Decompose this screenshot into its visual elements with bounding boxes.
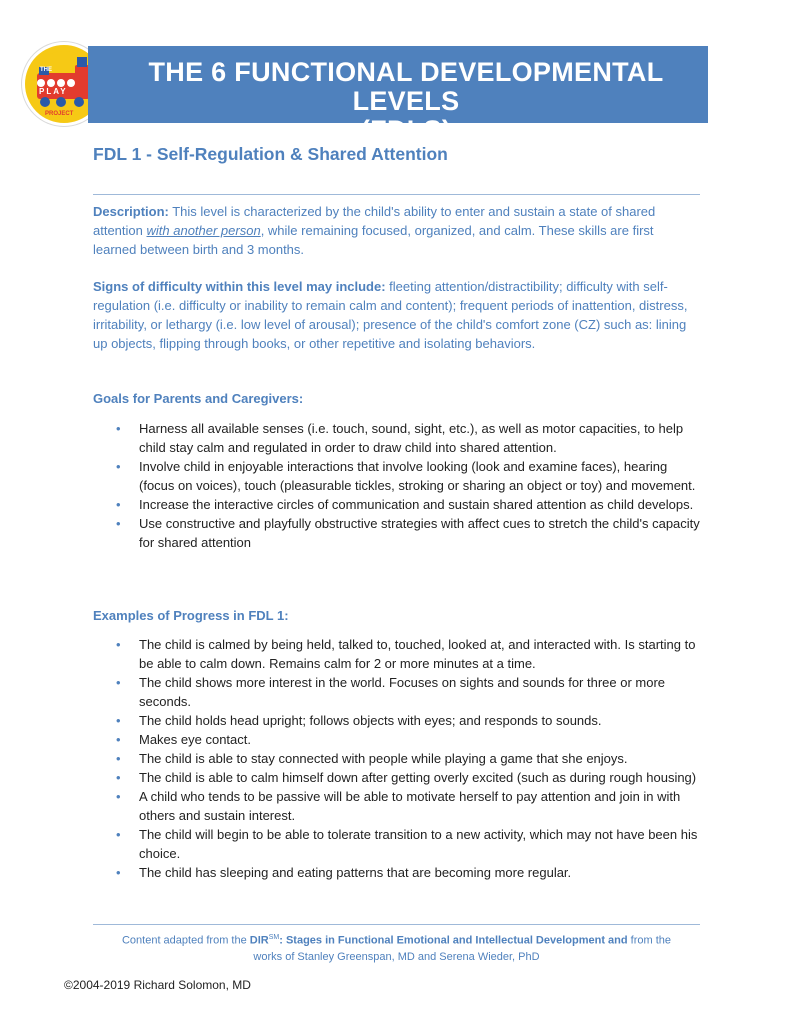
source-note-sup: SM — [268, 934, 280, 941]
logo-text-project: PROJECT — [45, 111, 74, 117]
goals-list — [112, 419, 702, 552]
page-title-line1: THE 6 FUNCTIONAL DEVELOPMENTAL LEVELS — [148, 57, 664, 116]
description-label: Description: — [93, 204, 169, 219]
logo-text-play: PLAY — [39, 87, 68, 96]
source-note — [93, 930, 700, 965]
signs-paragraph — [93, 277, 698, 353]
source-note-pre: Content adapted from the — [121, 934, 250, 947]
page-title — [96, 58, 716, 145]
progress-item: • Makes eye contact. — [112, 730, 702, 749]
progress-item: • The child will begin to be able to tolerate transition to a new activity, which may not have been his choice. — [112, 825, 702, 863]
source-note-title: : Stages in Functional Emotional and Intellectual Development and — [279, 934, 628, 947]
progress-item: • The child is able to stay connected with people while playing a game that she enjoys. — [112, 749, 702, 768]
logo-text-the: THE — [40, 67, 52, 73]
description-paragraph — [93, 202, 698, 259]
progress-item: • A child who tends to be passive will be able to motivate herself to pay attention and join in with others and sustain interest. — [112, 787, 702, 825]
signs-text: fleeting attention/distractibility; difficulty with self-regulation (i.e. difficulty or inability to remain calm and content); frequent periods of inattention, distress, irritability, or lethargy (i.e. low level of arousal); presence of the child's comfort zone (CZ) such as: lining up objects, flipping through books, or other repetitive and isolating behaviors. — [93, 279, 688, 351]
source-note-line1 — [93, 930, 700, 949]
goal-item: • Increase the interactive circles of communication and sustain shared attention as child develops. — [112, 495, 702, 514]
description-text-post: , while remaining focused, organized, and calm. These skills are first learned between birth and 3 months. — [93, 223, 654, 257]
progress-heading: Examples of Progress in FDL 1: — [93, 608, 289, 623]
bottom-divider — [93, 924, 700, 925]
source-note-post: from the — [627, 934, 672, 947]
goal-item: • Use constructive and playfully obstructive strategies with affect cues to stretch the child's capacity for shared attention — [112, 514, 702, 552]
goals-heading: Goals for Parents and Caregivers: — [93, 391, 304, 406]
top-divider — [93, 194, 700, 195]
progress-item: • The child shows more interest in the world. Focuses on sights and sounds for three or more seconds. — [112, 673, 702, 711]
goal-item: • Involve child in enjoyable interactions that involve looking (look and examine faces), hearing (focus on voices), touch (pleasurable tickles, stroking or sharing an object or toy) and movement. — [112, 457, 702, 495]
section-title: FDL 1 - Self-Regulation & Shared Attention — [93, 144, 448, 164]
source-note-line2: works of Stanley Greenspan, MD and Serena Wieder, PhD — [253, 950, 540, 963]
progress-item: • The child has sleeping and eating patterns that are becoming more regular. — [112, 863, 702, 882]
copyright: ©2004-2019 Richard Solomon, MD — [64, 978, 251, 992]
signs-label: Signs of difficulty within this level may include: — [93, 279, 386, 294]
goal-item: • Harness all available senses (i.e. touch, sound, sight, etc.), as well as motor capacities, to help child stay calm and regulated in order to draw child into shared attention. — [112, 419, 702, 457]
page-title-line2: (FDLS) — [360, 115, 452, 145]
progress-item: • The child is calmed by being held, talked to, touched, looked at, and interacted with. Is starting to be able to calm down. Remains calm for 2 or more minutes at a time. — [112, 635, 702, 673]
description-emphasis: with another person — [146, 223, 261, 238]
progress-item: • The child holds head upright; follows objects with eyes; and responds to sounds. — [112, 711, 702, 730]
progress-list — [112, 635, 702, 882]
source-note-dir: DIR — [249, 934, 269, 947]
description-text-pre: This level is characterized by the child's ability to enter and sustain a state of shared attention — [93, 204, 656, 238]
progress-item: • The child is able to calm himself down after getting overly excited (such as during rough housing) — [112, 768, 702, 787]
